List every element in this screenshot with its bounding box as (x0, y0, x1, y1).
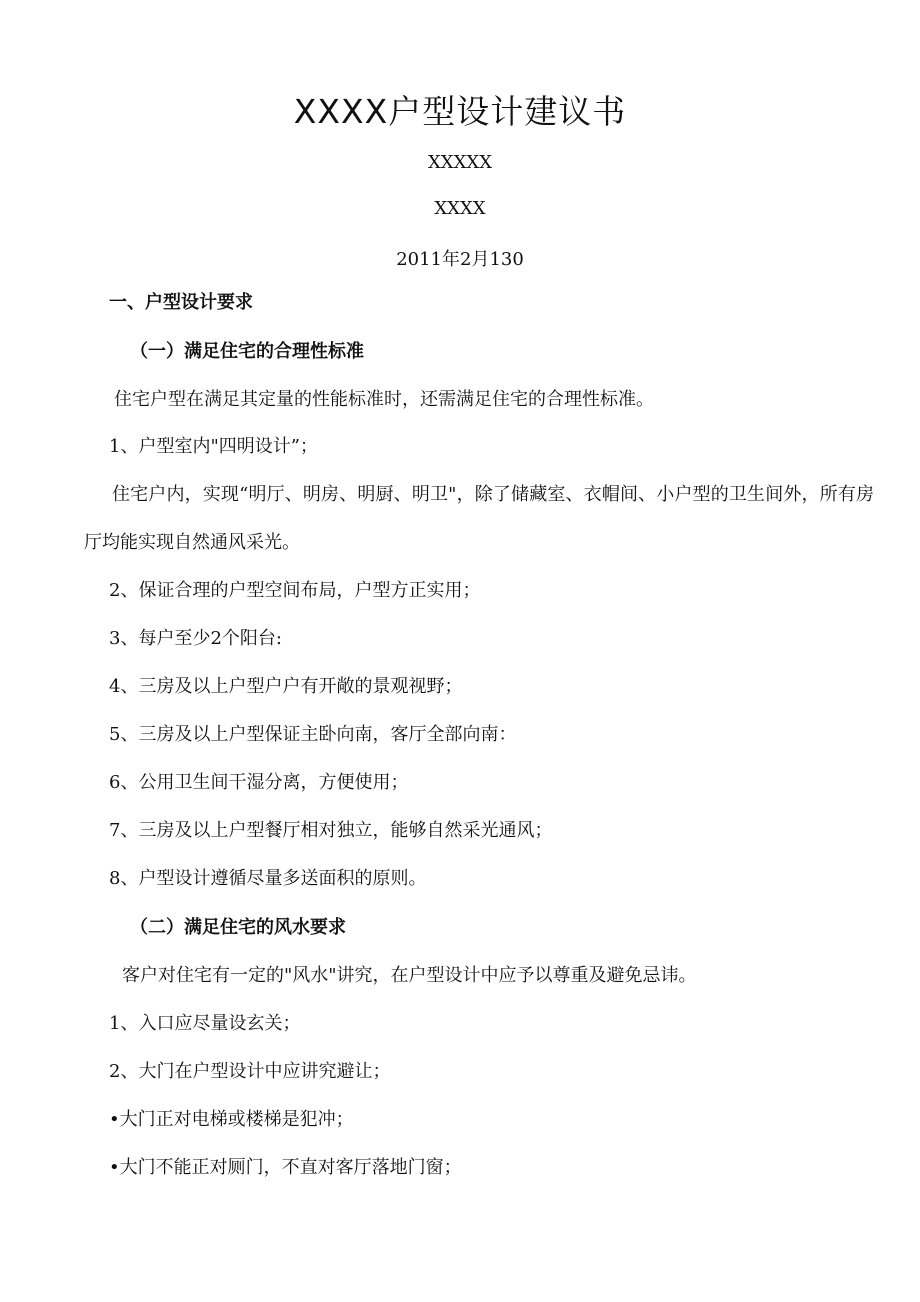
document-date: 2011年2月130 (396, 249, 524, 270)
fengshui-item-2: 2、大门在户型设计中应讲究避让； (109, 1061, 391, 1082)
requirement-item-1-detail: 住宅户内，实现“明厅、明房、明厨、明卫"，除了储藏室、衣帽间、小户型的卫生间外，所有房厅均能实现自然通风采光。 (84, 484, 874, 553)
section-heading-1: 一、户型设计要求 (109, 292, 253, 313)
requirement-item-8: 8、户型设计遵循尽量多送面积的原则。 (109, 868, 427, 889)
requirement-item-2: 2、保证合理的户型空间布局，户型方正实用； (109, 580, 481, 601)
fengshui-bullet-1: •大门正对电梯或楼梯是犯冲； (109, 1109, 354, 1130)
requirement-item-1: 1、户型室内"四明设计”； (109, 436, 318, 457)
requirement-item-7: 7、三房及以上户型餐厅相对独立，能够自然采光通风； (109, 820, 553, 841)
document-title: XXXX户型设计建议书 (293, 92, 627, 131)
subsection-heading-1: （一）满足住宅的合理性标准 (130, 341, 364, 362)
requirement-item-4: 4、三房及以上户型户户有开敞的景观视野； (109, 676, 463, 697)
fengshui-item-1: 1、入口应尽量设玄关； (109, 1013, 301, 1034)
subsection-2-intro: 客户对住宅有一定的"风水"讲究，在户型设计中应予以尊重及避免忌讳。 (122, 965, 697, 986)
fengshui-bullet-2: •大门不能正对厕门，不直对客厅落地门窗； (109, 1157, 462, 1178)
requirement-item-5: 5、三房及以上户型保证主卧向南，客厅全部向南： (109, 724, 517, 745)
requirement-item-3: 3、每户至少2个阳台: (109, 628, 282, 649)
requirement-item-6: 6、公用卫生间干湿分离，方便使用； (109, 772, 409, 793)
subsection-1-intro: 住宅户型在满足其定量的性能标准时，还需满足住宅的合理性标准。 (114, 389, 654, 410)
subtitle-company: XXXXX (427, 152, 493, 173)
subtitle-author: XXXX (434, 198, 486, 219)
subsection-heading-2: （二）满足住宅的风水要求 (130, 917, 346, 938)
